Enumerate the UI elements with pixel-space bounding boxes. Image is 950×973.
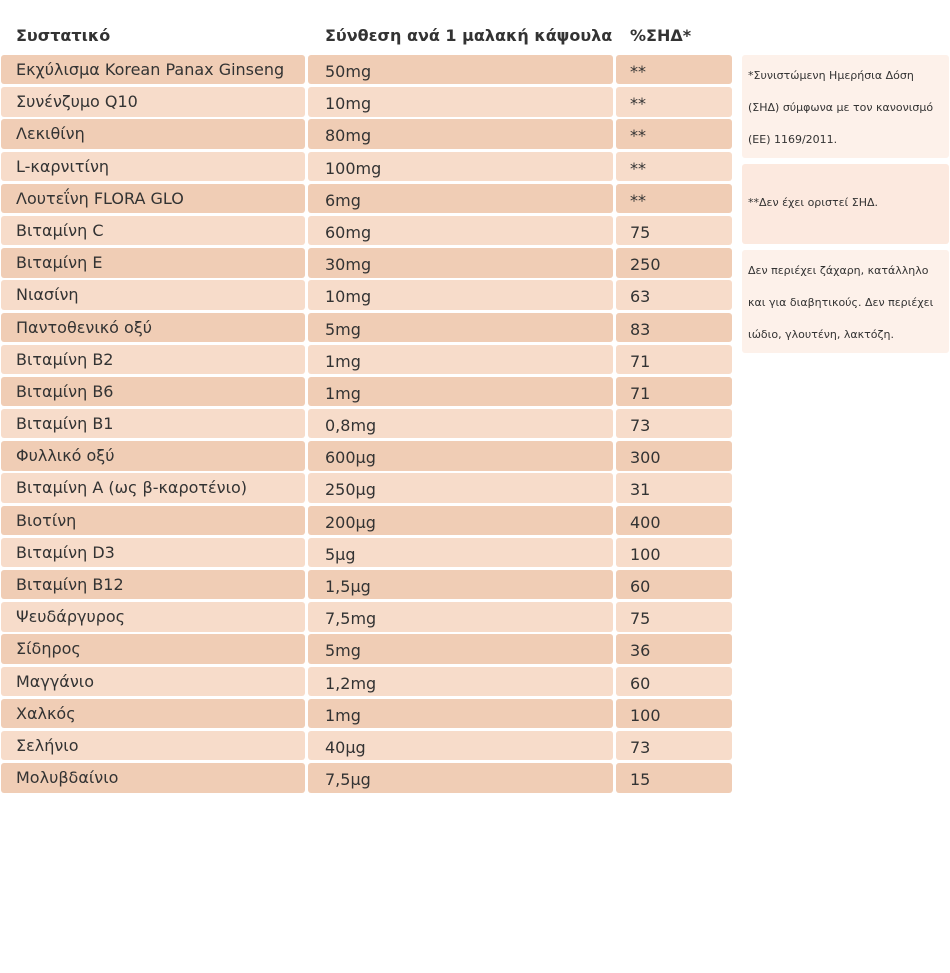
cell-rda: ** — [616, 55, 732, 84]
cell-rda: 75 — [616, 216, 732, 245]
cell-ingredient: Βιταμίνη B12 — [1, 570, 305, 599]
table-row — [0, 377, 732, 406]
table-row — [0, 667, 732, 696]
cell-amount: 600μg — [308, 441, 613, 470]
cell-amount: 50mg — [308, 55, 613, 84]
cell-rda: 75 — [616, 602, 732, 631]
cell-amount: 1mg — [308, 699, 613, 728]
table-row — [0, 55, 732, 84]
cell-amount: 6mg — [308, 184, 613, 213]
table-row — [0, 441, 732, 470]
table-row — [0, 538, 732, 567]
cell-ingredient: Ψευδάργυρος — [1, 602, 305, 631]
cell-rda: 400 — [616, 506, 732, 535]
cell-rda: 73 — [616, 731, 732, 760]
cell-amount: 7,5μg — [308, 763, 613, 792]
table-row — [0, 184, 732, 213]
cell-ingredient: Βιταμίνη C — [1, 216, 305, 245]
table-row — [0, 506, 732, 535]
cell-ingredient: Μαγγάνιο — [1, 667, 305, 696]
table-row — [0, 602, 732, 631]
nutrition-table — [0, 55, 732, 795]
cell-ingredient: Εκχύλισμα Korean Panax Ginseng — [1, 55, 305, 84]
cell-amount: 1mg — [308, 377, 613, 406]
cell-ingredient: Βιταμίνη B2 — [1, 345, 305, 374]
cell-amount: 5μg — [308, 538, 613, 567]
table-header — [0, 20, 732, 52]
cell-rda: 100 — [616, 699, 732, 728]
cell-amount: 1mg — [308, 345, 613, 374]
cell-ingredient: Βιταμίνη E — [1, 248, 305, 277]
cell-ingredient: Νιασίνη — [1, 280, 305, 309]
cell-ingredient: Βιταμίνη B1 — [1, 409, 305, 438]
table-row — [0, 248, 732, 277]
header-ingredient: Συστατικό — [16, 26, 111, 45]
cell-amount: 5mg — [308, 634, 613, 663]
cell-ingredient: Χαλκός — [1, 699, 305, 728]
cell-ingredient: Λεκιθίνη — [1, 119, 305, 148]
cell-rda: 250 — [616, 248, 732, 277]
cell-rda: 36 — [616, 634, 732, 663]
cell-amount: 7,5mg — [308, 602, 613, 631]
table-row — [0, 731, 732, 760]
cell-rda: ** — [616, 152, 732, 181]
table-row — [0, 119, 732, 148]
cell-ingredient: Παντοθενικό οξύ — [1, 313, 305, 342]
cell-rda: ** — [616, 119, 732, 148]
table-row — [0, 87, 732, 116]
table-row — [0, 634, 732, 663]
cell-ingredient: Βιοτίνη — [1, 506, 305, 535]
cell-rda: 71 — [616, 345, 732, 374]
notes-panel — [742, 55, 949, 359]
cell-amount: 100mg — [308, 152, 613, 181]
cell-rda: 63 — [616, 280, 732, 309]
cell-ingredient: Συνένζυμο Q10 — [1, 87, 305, 116]
cell-ingredient: Μολυβδαίνιο — [1, 763, 305, 792]
header-rda: %ΣΗΔ* — [630, 26, 692, 45]
table-row — [0, 313, 732, 342]
header-composition: Σύνθεση ανά 1 μαλακή κάψουλα — [325, 26, 613, 45]
cell-ingredient: Βιταμίνη B6 — [1, 377, 305, 406]
table-row — [0, 763, 732, 792]
cell-amount: 1,2mg — [308, 667, 613, 696]
cell-ingredient: Βιταμίνη A (ως β-καροτένιο) — [1, 473, 305, 502]
cell-rda: 31 — [616, 473, 732, 502]
table-row — [0, 345, 732, 374]
cell-amount: 5mg — [308, 313, 613, 342]
note-rda-definition: *Συνιστώμενη Ημερήσια Δόση (ΣΗΔ) σύμφωνα με τον κανονισμό (ΕΕ) 1169/2011. — [742, 55, 949, 158]
cell-amount: 200μg — [308, 506, 613, 535]
table-row — [0, 280, 732, 309]
cell-amount: 1,5μg — [308, 570, 613, 599]
cell-rda: 60 — [616, 667, 732, 696]
cell-rda: ** — [616, 87, 732, 116]
note-free-from: Δεν περιέχει ζάχαρη, κατάλληλο και για διαβητικούς. Δεν περιέχει ιώδιο, γλουτένη, λακτόζη. — [742, 250, 949, 353]
table-row — [0, 473, 732, 502]
cell-rda: 71 — [616, 377, 732, 406]
cell-amount: 30mg — [308, 248, 613, 277]
cell-amount: 10mg — [308, 87, 613, 116]
cell-amount: 80mg — [308, 119, 613, 148]
cell-rda: 300 — [616, 441, 732, 470]
cell-ingredient: Σίδηρος — [1, 634, 305, 663]
cell-ingredient: Βιταμίνη D3 — [1, 538, 305, 567]
cell-amount: 250μg — [308, 473, 613, 502]
table-row — [0, 216, 732, 245]
cell-ingredient: Σελήνιο — [1, 731, 305, 760]
note-no-rda: **Δεν έχει οριστεί ΣΗΔ. — [742, 164, 949, 244]
table-row — [0, 409, 732, 438]
cell-rda: 100 — [616, 538, 732, 567]
cell-ingredient: Λουτεΐνη FLORA GLO — [1, 184, 305, 213]
table-row — [0, 699, 732, 728]
table-row — [0, 152, 732, 181]
cell-rda: ** — [616, 184, 732, 213]
table-row — [0, 570, 732, 599]
cell-amount: 0,8mg — [308, 409, 613, 438]
cell-amount: 60mg — [308, 216, 613, 245]
cell-amount: 10mg — [308, 280, 613, 309]
cell-rda: 15 — [616, 763, 732, 792]
cell-ingredient: L-καρνιτίνη — [1, 152, 305, 181]
cell-ingredient: Φυλλικό οξύ — [1, 441, 305, 470]
cell-rda: 83 — [616, 313, 732, 342]
cell-rda: 73 — [616, 409, 732, 438]
cell-rda: 60 — [616, 570, 732, 599]
cell-amount: 40μg — [308, 731, 613, 760]
